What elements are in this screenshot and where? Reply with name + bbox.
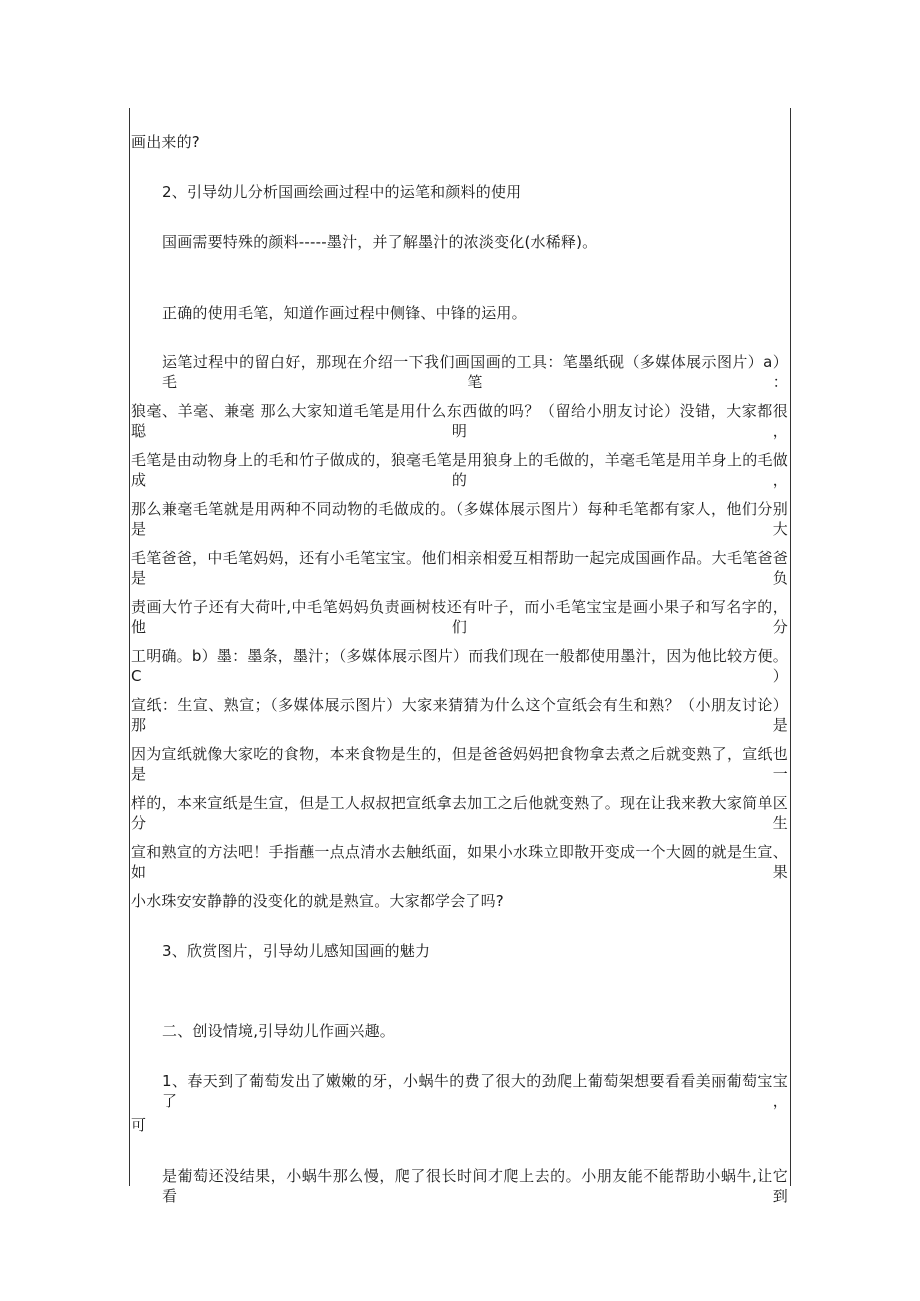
paragraph-tools-line: 那么兼毫毛笔就是用两种不同动物的毛做成的。（多媒体展示图片）每种毛笔都有家人，他们分别是大	[131, 500, 788, 538]
paragraph-snail-line: 可	[131, 1116, 147, 1134]
paragraph-tools-line: 运笔过程中的留白好，那现在介绍一下我们画国画的工具：笔墨纸砚（多媒体展示图片）a）毛笔：	[162, 353, 788, 391]
paragraph-ink: 国画需要特殊的颜料-----墨汁，并了解墨汁的浓淡变化(水稀释)。	[162, 233, 598, 251]
paragraph-brush-usage: 正确的使用毛笔，知道作画过程中侧锋、中锋的运用。	[162, 304, 527, 322]
paragraph-tools-line: 毛笔是由动物身上的毛和竹子做成的，狼毫毛笔是用狼身上的毛做的，羊毫毛笔是用羊身上的毛做成的，	[131, 451, 788, 489]
paragraph-tools-line: 责画大竹子还有大荷叶,中毛笔妈妈负责画树枝还有叶子，而小毛笔宝宝是画小果子和写名字的，他们分	[131, 598, 788, 636]
text-line-continuation: 画出来的?	[131, 133, 200, 151]
paragraph-tools-line: 宣和熟宣的方法吧！手指蘸一点点清水去触纸面，如果小水珠立即散开变成一个大圆的就是生宣、如果	[131, 843, 788, 881]
section-heading-3: 3、欣赏图片，引导幼儿感知国画的魅力	[162, 942, 431, 960]
paragraph-tools-line: 宣纸：生宣、熟宣；（多媒体展示图片）大家来猜猜为什么这个宣纸会有生和熟？（小朋友讨论）那是	[131, 696, 788, 734]
paragraph-tools-line: 毛笔爸爸，中毛笔妈妈，还有小毛笔宝宝。他们相亲相爱互相帮助一起完成国画作品。大毛笔爸爸是负	[131, 549, 788, 587]
paragraph-snail-line: 是葡萄还没结果，小蜗牛那么慢，爬了很长时间才爬上去的。小朋友能不能帮助小蜗牛,让它看到	[162, 1167, 788, 1205]
paragraph-snail-line: 1、春天到了葡萄发出了嫩嫩的牙，小蜗牛的费了很大的劲爬上葡萄架想要看看美丽葡萄宝宝了，	[162, 1072, 788, 1110]
paragraph-tools-line: 小水珠安安静静的没变化的就是熟宣。大家都学会了吗?	[131, 892, 504, 910]
section-heading-part-2: 二、创设情境,引导幼儿作画兴趣。	[162, 1022, 395, 1040]
section-heading-2: 2、引导幼儿分析国画绘画过程中的运笔和颜料的使用	[162, 183, 522, 201]
paragraph-tools-line: 工明确。b）墨：墨条，墨汁；（多媒体展示图片）而我们现在一般都使用墨汁，因为他比较方便。C）	[131, 647, 788, 685]
paragraph-tools-line: 样的，本来宣纸是生宣，但是工人叔叔把宣纸拿去加工之后他就变熟了。现在让我来教大家简单区分生	[131, 794, 788, 832]
paragraph-tools-line: 因为宣纸就像大家吃的食物，本来食物是生的，但是爸爸妈妈把食物拿去煮之后就变熟了，宣纸也是一	[131, 745, 788, 783]
paragraph-tools-line: 狼毫、羊毫、兼毫 那么大家知道毛笔是用什么东西做的吗？（留给小朋友讨论）没错，大家都很聪明，	[131, 402, 788, 440]
